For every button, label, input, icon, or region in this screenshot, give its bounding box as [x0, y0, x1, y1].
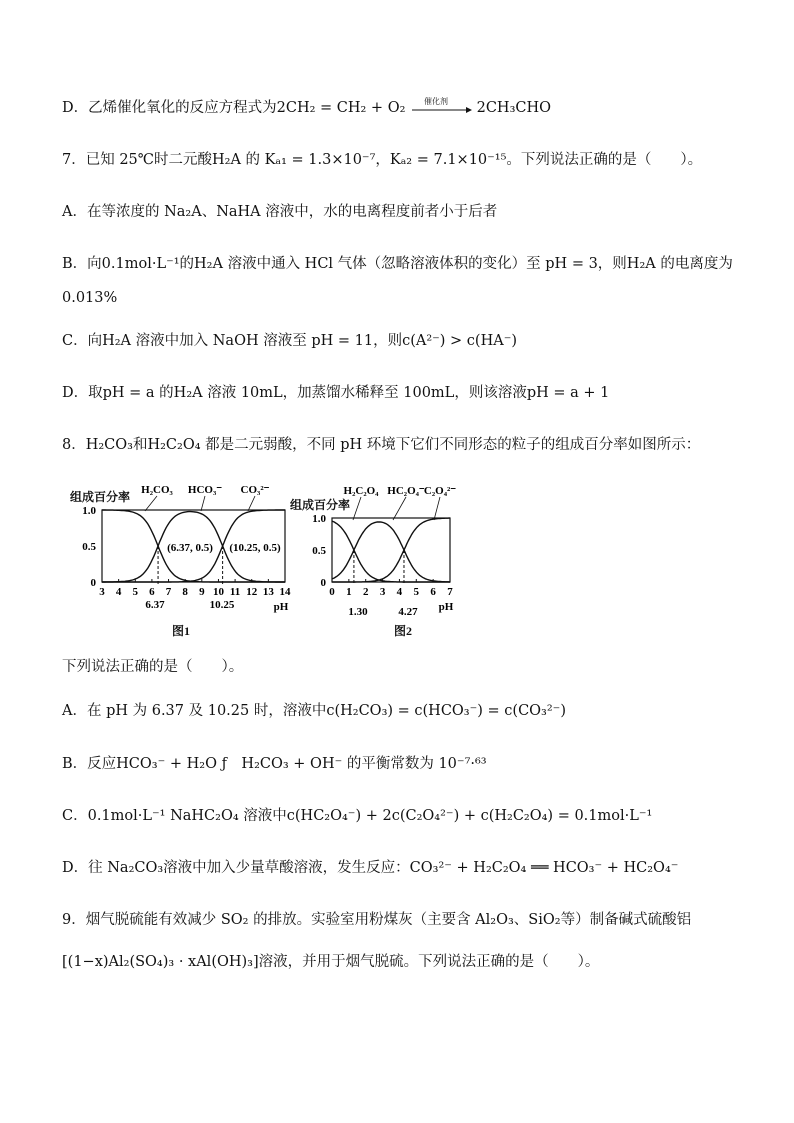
x-tick-label: 10: [212, 586, 224, 598]
q6-option-d: [62, 98, 551, 118]
y-tick-label: 0: [90, 577, 96, 589]
series-leader-line: [353, 497, 361, 520]
fig1-caption: 图1: [172, 624, 191, 638]
q8-option-c: C．0.1mol·L⁻¹ NaHC₂O₄ 溶液中c(HC₂O₄⁻) + 2c(C₂O₄²⁻) + c(H₂C₂O₄) = 0.1mol·L⁻¹: [62, 808, 653, 824]
fig2-caption: 图2: [394, 624, 413, 638]
series-leader-line: [393, 497, 406, 520]
q6-product: 2CH₃CHO: [476, 100, 552, 116]
reaction-arrow: [410, 97, 472, 115]
x-tick-label: 7: [165, 586, 172, 598]
x-tick-label: 4: [115, 586, 122, 598]
q8-stem: 8．H₂CO₃和H₂C₂O₄ 都是二元弱酸，不同 pH 环境下它们不同形态的粒子的组成百分率如图所示：: [62, 437, 701, 453]
annotation-label: (6.37, 0.5): [167, 542, 213, 554]
x-tick-label: 5: [132, 586, 139, 598]
catalyst-label: 催化剂: [424, 97, 448, 106]
x-tick-label: 12: [246, 586, 258, 598]
x-tick-label: 14: [279, 586, 291, 598]
x-tick-label: 5: [413, 586, 420, 598]
x-tick-label: 3: [379, 586, 386, 598]
q7-option-c: C．向H₂A 溶液中加入 NaOH 溶液至 pH = 11，则c(A²⁻) > c(HA⁻): [62, 333, 518, 349]
y-tick-label: 1.0: [312, 513, 326, 525]
x-tick-label: 4: [396, 586, 403, 598]
series-label: C₂O₄²⁻: [423, 485, 457, 497]
annotation-label: 10.25: [209, 599, 235, 611]
q7-stem: 7．已知 25℃时二元酸H₂A 的 Kₐ₁ = 1.3×10⁻⁷，Kₐ₂ = 7.1×10⁻¹⁵。下列说法正确的是（ ）。: [62, 152, 703, 168]
x-tick-label: 8: [182, 586, 188, 598]
y-tick-label: 0.5: [82, 541, 96, 553]
q8-figure: [60, 480, 480, 645]
x-tick-label: 11: [229, 586, 241, 598]
q7-option-b-line1: B．向0.1mol·L⁻¹的H₂A 溶液中通入 HCl 气体（忽略溶液体积的变化）至 pH = 3，则H₂A 的电离度为: [62, 256, 733, 272]
series-label: CO₃²⁻: [240, 484, 270, 496]
x-tick-label: 0: [329, 586, 335, 598]
y-tick-label: 0: [320, 577, 326, 589]
x-tick-label: 9: [199, 586, 205, 598]
series-leader-line: [248, 496, 255, 511]
series-label: H₂C₂O₄: [343, 485, 379, 497]
q7-option-b-line2: 0.013%: [62, 290, 118, 306]
q6-option-d-text: D．乙烯催化氧化的反应方程式为2CH₂ = CH₂ + O₂: [62, 100, 406, 116]
x-tick-label: 2: [362, 586, 369, 598]
series-label: HC₂O₄⁻: [387, 485, 425, 497]
x-tick-label: 3: [99, 586, 105, 598]
annotation-label: 6.37: [145, 599, 165, 611]
q8-option-d: D．往 Na₂CO₃溶液中加入少量草酸溶液，发生反应：CO₃²⁻ + H₂C₂O₄ ══ HCO₃⁻ + HC₂O₄⁻: [62, 860, 679, 876]
series-leader-line: [434, 497, 440, 520]
q8-option-a: A．在 pH 为 6.37 及 10.25 时，溶液中c(H₂CO₃) = c(HCO₃⁻) = c(CO₃²⁻): [62, 703, 566, 719]
q7-option-d: D．取pH = a 的H₂A 溶液 10mL，加蒸馏水稀释至 100mL，则该溶液pH = a + 1: [62, 385, 610, 401]
x-tick-label: 1: [346, 586, 352, 598]
q8-ask: 下列说法正确的是（ ）。: [62, 659, 244, 675]
series-leader-line: [201, 496, 205, 511]
x-axis-label: pH: [273, 601, 289, 613]
series-leader-line: [145, 496, 157, 511]
q7-option-a: A．在等浓度的 Na₂A、NaHA 溶液中，水的电离程度前者小于后者: [62, 204, 498, 220]
y-tick-label: 0.5: [312, 545, 326, 557]
annotation-label: 1.30: [348, 606, 368, 618]
x-tick-label: 13: [262, 586, 274, 598]
series-label: HCO₃⁻: [187, 484, 223, 496]
y-tick-label: 1.0: [82, 505, 96, 517]
q9-stem-line1: 9．烟气脱硫能有效减少 SO₂ 的排放。实验室用粉煤灰（主要含 Al₂O₃、SiO₂等）制备碱式硫酸铝: [62, 912, 692, 928]
fig2-ylabel: 组成百分率: [290, 498, 351, 512]
annotation-label: 4.27: [398, 606, 418, 618]
q9-stem-line2: [(1−x)Al₂(SO₄)₃ · xAl(OH)₃]溶液，并用于烟气脱硫。下列说法正确的是（ ）。: [62, 954, 600, 970]
x-tick-label: 6: [430, 586, 436, 598]
q8-option-b: B．反应HCO₃⁻ + H₂O ƒ H₂CO₃ + OH⁻ 的平衡常数为 10⁻⁷·⁶³: [62, 756, 487, 772]
x-tick-label: 6: [149, 586, 155, 598]
annotation-label: (10.25, 0.5): [229, 542, 281, 554]
series-label: H₂CO₃: [141, 484, 173, 496]
fig1-ylabel: 组成百分率: [70, 490, 131, 504]
x-tick-label: 7: [447, 586, 453, 598]
x-axis-label: pH: [438, 601, 454, 613]
